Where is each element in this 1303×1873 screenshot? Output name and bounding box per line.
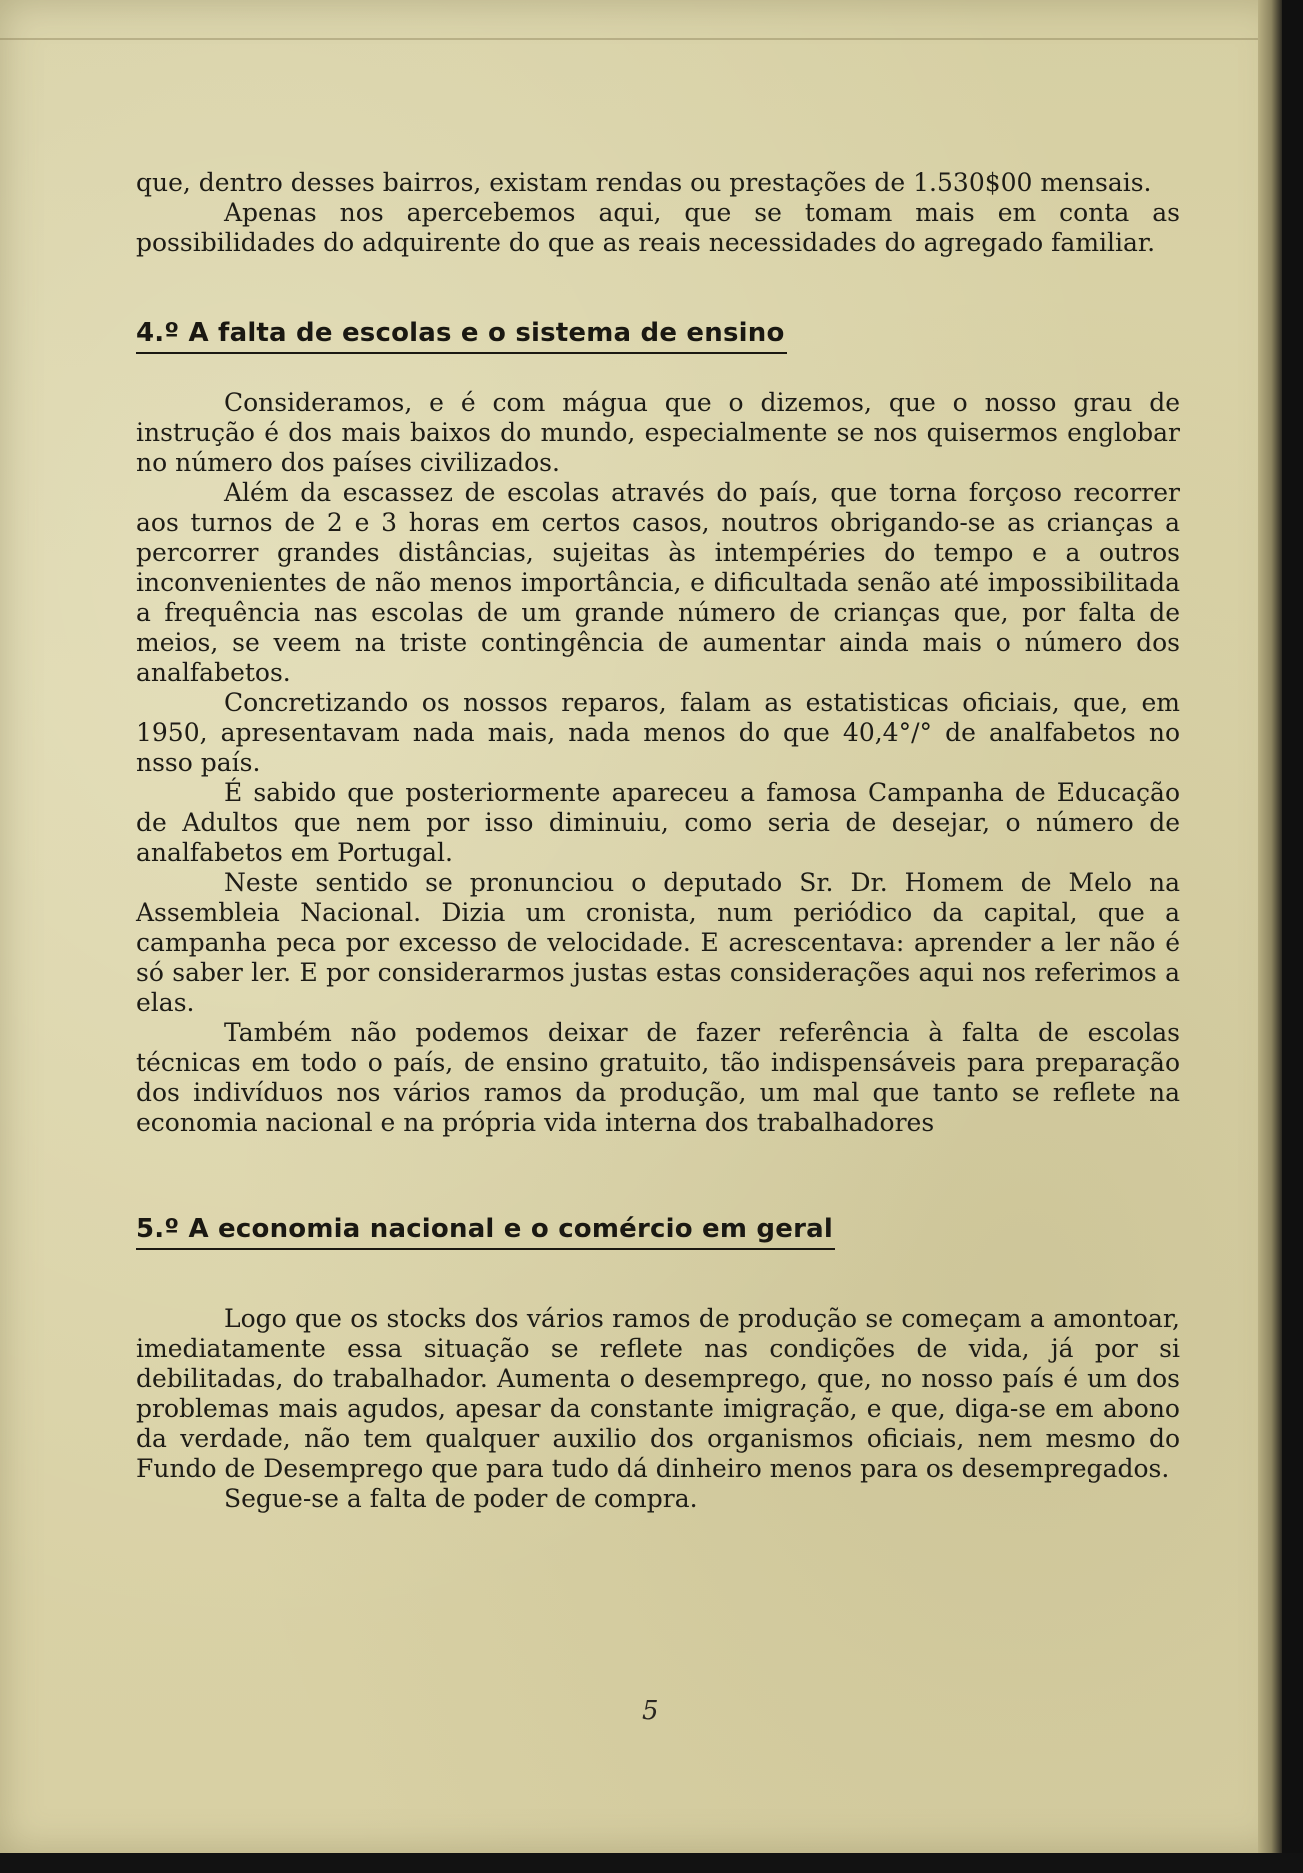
- section-4-paragraph: Além da escassez de escolas através do país, que torna forçoso recorrer aos turnos de 2 e 3 horas em certos casos, noutros obrigando-se as crianças a percorrer grandes distâncias, sujeitas às intempéries do tempo e a outros inconvenientes de não menos importância, e dificultada senão até impossibilitada a frequência nas escolas de um grande número de crianças que, por falta de meios, se veem na triste contingência de aumentar ainda mais o número dos analfabetos.: [136, 478, 1180, 687]
- section-4-heading: 4.º A falta de escolas e o sistema de ensino: [136, 318, 787, 354]
- scan-border-bottom: [0, 1853, 1303, 1873]
- section-5-paragraph: Segue-se a falta de poder de compra.: [224, 1484, 698, 1513]
- paper-fold-line: [0, 38, 1282, 40]
- intro-paragraph-2: Apenas nos apercebemos aqui, que se tomam mais em conta as possibilidades do adquirente do que as reais necessidades do agregado familiar.: [136, 198, 1180, 257]
- page-edge-shadow: [1258, 0, 1282, 1853]
- document-body: [136, 168, 1180, 1514]
- section-4-paragraph: Concretizando os nossos reparos, falam as estatisticas oficiais, que, em 1950, apresentavam nada mais, nada menos do que 40,4°/° de analfabetos no nsso país.: [136, 688, 1180, 777]
- section-4-paragraph: Consideramos, e é com mágua que o dizemos, que o nosso grau de instrução é dos mais baixos do mundo, especialmente se nos quisermos englobar no número dos países civilizados.: [136, 388, 1180, 477]
- page-number: 5: [642, 1696, 659, 1726]
- section-5-paragraph: Logo que os stocks dos vários ramos de produção se começam a amontoar, imediatamente essa situação se reflete nas condições de vida, já por si debilitadas, do trabalhador. Aumenta o desemprego, que, no nosso país é um dos problemas mais agudos, apesar da constante imigração, e que, diga-se em abono da verdade, não tem qualquer auxilio dos organismos oficiais, nem mesmo do Fundo de Desemprego que para tudo dá dinheiro menos para os desempregados.: [136, 1304, 1180, 1483]
- intro-paragraph-1: que, dentro desses bairros, existam rendas ou prestações de 1.530$00 mensais.: [136, 168, 1152, 197]
- section-4-paragraph: É sabido que posteriormente apareceu a famosa Campanha de Educação de Adultos que nem por isso diminuiu, como seria de desejar, o número de analfabetos em Portugal.: [136, 778, 1180, 867]
- section-4-paragraph: Neste sentido se pronunciou o deputado Sr. Dr. Homem de Melo na Assembleia Nacional. Dizia um cronista, num periódico da capital, que a campanha peca por excesso de velocidade. E acrescentava: aprender a ler não é só saber ler. E por considerarmos justas estas considerações aqui nos referimos a elas.: [136, 868, 1180, 1017]
- section-4-paragraph: Também não podemos deixar de fazer referência à falta de escolas técnicas em todo o país, de ensino gratuito, tão indispensáveis para preparação dos indivíduos nos vários ramos da produção, um mal que tanto se reflete na economia nacional e na própria vida interna dos trabalhadores: [136, 1018, 1180, 1137]
- section-5-heading: 5.º A economia nacional e o comércio em geral: [136, 1214, 835, 1250]
